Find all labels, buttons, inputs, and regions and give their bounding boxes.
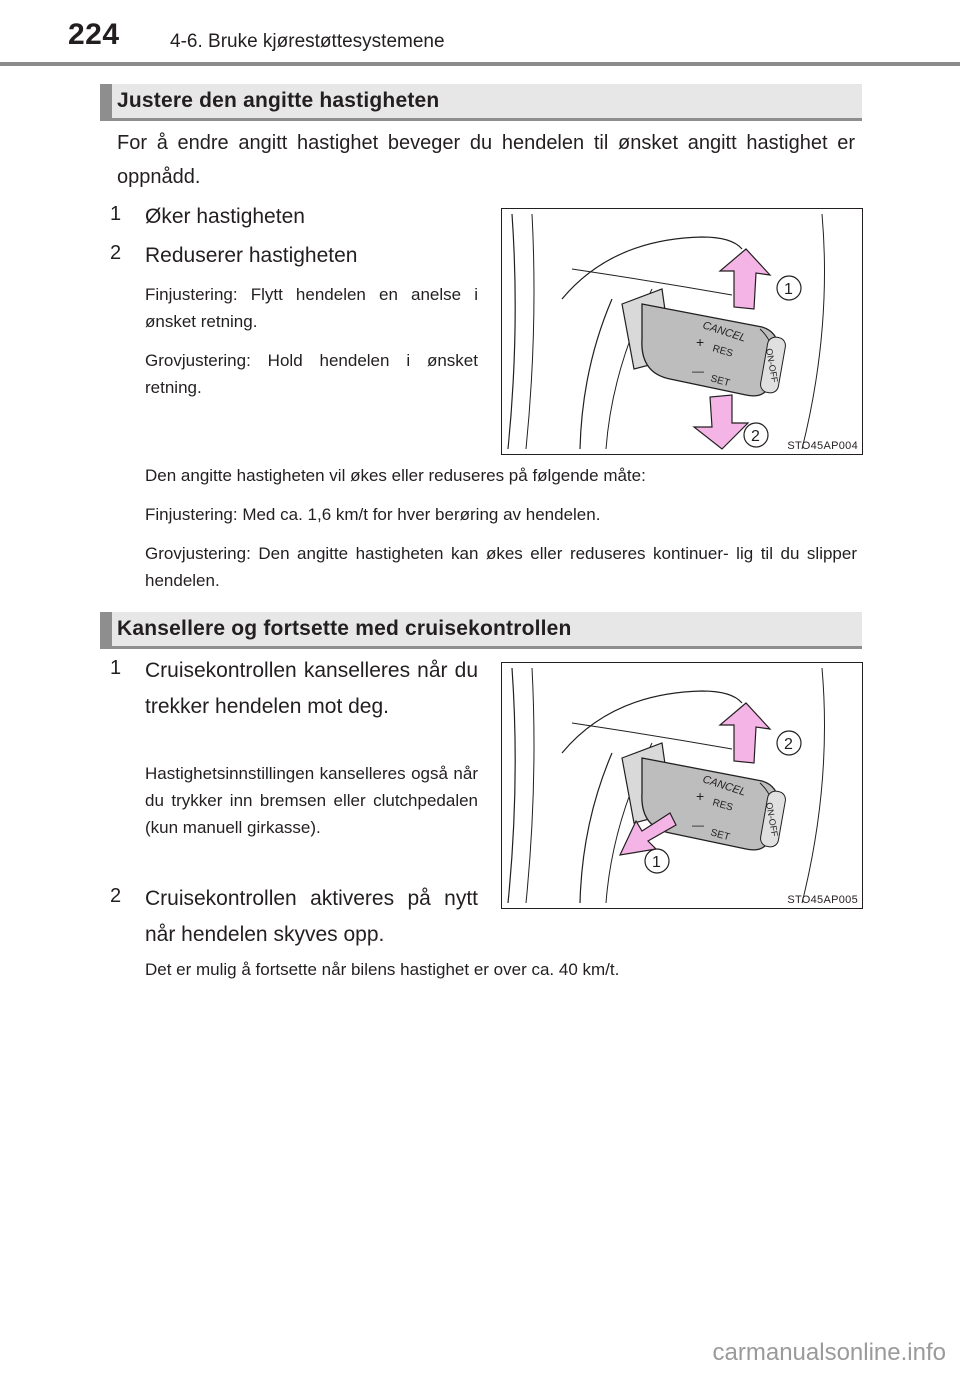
section-stripe	[100, 84, 112, 118]
figure-code: STO45AP004	[787, 440, 858, 452]
section-stripe	[100, 612, 112, 646]
page-number: 224	[68, 18, 120, 51]
figure-code: STO45AP005	[787, 894, 858, 906]
lever-minus-label: —	[692, 364, 704, 378]
item-cancel-cruise: Cruisekontrollen kanselleres når du trekker hendelen mot deg.	[145, 659, 478, 718]
chapter-title: 4-6. Bruke kjørestøttesystemene	[170, 31, 445, 52]
lever-cancel-label: CANCEL	[701, 773, 748, 799]
callout-1: 1	[784, 281, 793, 298]
lever-figure-cancel	[501, 662, 863, 909]
section-heading-adjust	[100, 84, 862, 121]
section-title: Kansellere og fortsette med cruisekontrollen	[117, 617, 572, 640]
lever-res-label: RES	[711, 797, 734, 814]
watermark: carmanualsonline.info	[712, 1339, 946, 1366]
speed-change-paragraph: Den angitte hastigheten vil økes eller reduseres på følgende måte:	[145, 466, 646, 485]
lever-plus-label: +	[696, 334, 705, 350]
lever-res-label: RES	[711, 343, 734, 360]
coarse-adjust-paragraph: Grovjustering: Den angitte hastigheten kan økes eller reduseres kontinuer- lig til du slipper hendelen.	[145, 544, 857, 590]
item-increase-speed: Øker hastigheten	[145, 205, 305, 228]
lever-figure-adjust	[501, 208, 863, 455]
fine-adjust-paragraph: Finjustering: Med ca. 1,6 km/t for hver berøring av hendelen.	[145, 505, 601, 524]
section-heading-cancel	[100, 612, 862, 649]
item-number-2: 2	[110, 885, 122, 907]
item-number-1: 1	[110, 657, 122, 679]
intro-paragraph: For å endre angitt hastighet beveger du hendelen til ønsket angitt hastighet er oppnådd.	[117, 132, 855, 188]
item-number-1: 1	[110, 203, 122, 225]
coarse-adjust-note: Grovjustering: Hold hendelen i ønsket retning.	[145, 351, 478, 397]
item-resume-cruise: Cruisekontrollen aktiveres på nytt når hendelen skyves opp.	[145, 887, 478, 946]
item-number-2: 2	[110, 242, 122, 264]
section-title: Justere den angitte hastigheten	[117, 89, 440, 112]
lever-illustration	[502, 663, 862, 908]
lever-minus-label: —	[692, 818, 704, 832]
lever-illustration	[502, 209, 862, 454]
item-decrease-speed: Reduserer hastigheten	[145, 244, 358, 267]
fine-adjust-note: Finjustering: Flytt hendelen en anelse i ønsket retning.	[145, 285, 478, 331]
lever-cancel-label: CANCEL	[701, 319, 748, 345]
lever-plus-label: +	[696, 788, 705, 804]
callout-2: 2	[784, 736, 793, 753]
lever-onoff-label: ON-OFF	[764, 801, 780, 838]
header-rule	[0, 62, 960, 66]
lever-set-label: SET	[709, 827, 731, 844]
resume-note: Det er mulig å fortsette når bilens hastighet er over ca. 40 km/t.	[145, 960, 620, 979]
callout-1: 1	[652, 854, 661, 871]
cancel-note: Hastighetsinnstillingen kanselleres også når du trykker inn bremsen eller clutchpedalen (kun manuell girkasse).	[145, 764, 478, 837]
callout-2: 2	[751, 428, 760, 445]
lever-onoff-label: ON-OFF	[764, 347, 780, 384]
lever-set-label: SET	[709, 373, 731, 390]
